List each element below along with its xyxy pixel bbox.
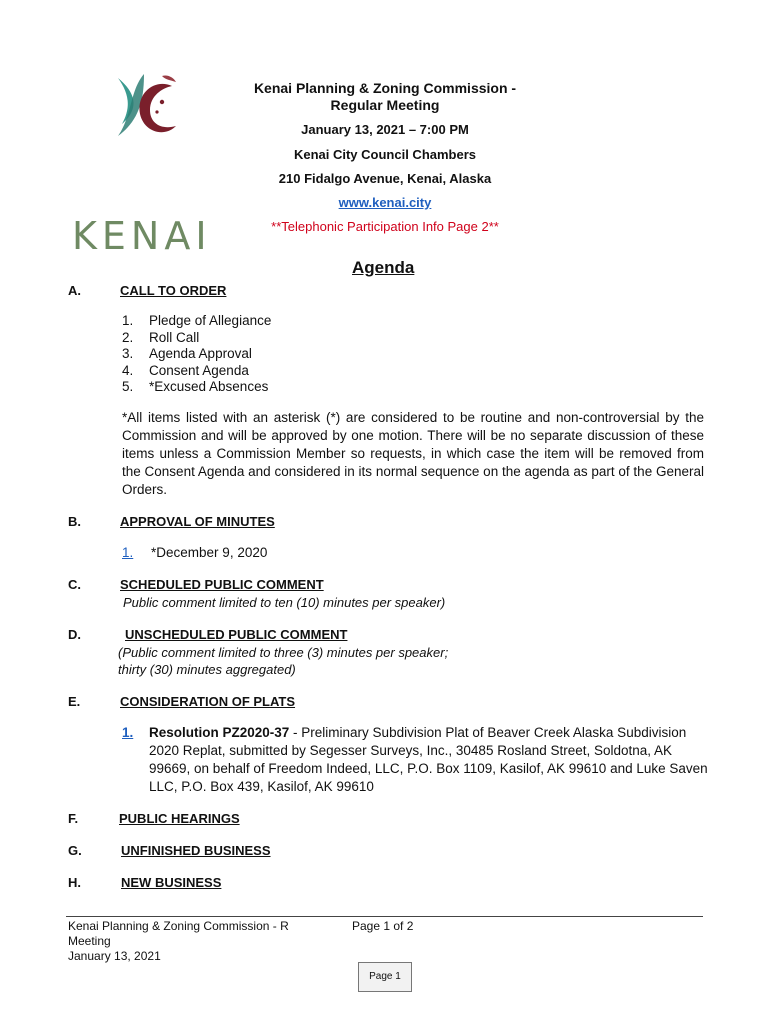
meeting-location: Kenai City Council Chambers	[293, 147, 477, 162]
list-item: 4. Consent Agenda	[122, 362, 249, 378]
kenai-logo	[66, 72, 216, 258]
page-indicator-badge: Page 1	[358, 962, 412, 992]
section-d-note-line2: thirty (30) minutes aggregated)	[118, 662, 296, 677]
resolution-description: - Preliminary Subdivision Plat of Beaver Creek Alaska Subdivision 2020 Replat, submitted by Segesser Surveys, Inc., 30485 Rosland Street, Soldotna, AK 99669, on behalf of Freedom Indeed, LLC, P.O. Box 1109, Kasilof, AK 99610 and Luke Saven LLC, P.O. Box 439, Kasilof, AK 99610	[149, 725, 708, 794]
section-f-letter: F.	[68, 811, 79, 826]
minutes-item-text: *December 9, 2020	[151, 545, 268, 560]
section-h-letter: H.	[68, 875, 81, 890]
footer-meeting-info: Kenai Planning & Zoning Commission - R Meeting January 13, 2021	[68, 919, 289, 963]
section-a-title: CALL TO ORDER	[120, 283, 227, 298]
section-d-letter: D.	[68, 627, 81, 642]
section-f-title: PUBLIC HEARINGS	[119, 811, 240, 826]
plat-item-link[interactable]: 1.	[122, 725, 134, 740]
section-c-letter: C.	[68, 577, 81, 592]
meeting-title-line2: Regular Meeting	[330, 97, 440, 113]
call-to-order-list	[122, 313, 271, 396]
list-item: 5. *Excused Absences	[122, 379, 269, 394]
section-d-note-line1: (Public comment limited to three (3) minutes per speaker;	[118, 645, 449, 660]
meeting-title-line1: Kenai Planning & Zoning Commission -	[253, 80, 517, 96]
section-a-letter: A.	[68, 283, 81, 298]
section-b-letter: B.	[68, 514, 81, 529]
section-b-title: APPROVAL OF MINUTES	[120, 514, 275, 529]
website-link[interactable]: www.kenai.city	[338, 195, 432, 210]
footer-divider	[66, 916, 703, 917]
list-item: 3. Agenda Approval	[122, 346, 252, 361]
list-item: 2. Roll Call	[122, 329, 200, 345]
section-d-title: UNSCHEDULED PUBLIC COMMENT	[125, 627, 348, 642]
footer-page-count: Page 1 of 2	[352, 919, 414, 933]
resolution-number: Resolution PZ2020-37	[149, 725, 290, 740]
section-c-note: Public comment limited to ten (10) minutes per speaker)	[123, 595, 446, 610]
list-item: 1. Pledge of Allegiance	[122, 313, 272, 328]
telephonic-participation-note: **Telephonic Participation Info Page 2**	[271, 219, 499, 234]
consent-agenda-note: *All items listed with an asterisk (*) are considered to be routine and non-controversial by the Commission and will be approved by one motion. There will be no separate discussion of these items unless a Commission Member so requests, in which case the item will be removed from the Consent Agenda and considered in its normal sequence on the agenda as part of the General Orders.	[122, 410, 704, 497]
section-c-title: SCHEDULED PUBLIC COMMENT	[120, 577, 324, 592]
meeting-date-time: January 13, 2021 – 7:00 PM	[301, 122, 469, 137]
agenda-heading: Agenda	[352, 258, 415, 277]
meeting-address: 210 Fidalgo Avenue, Kenai, Alaska	[278, 171, 492, 186]
section-h-title: NEW BUSINESS	[121, 875, 222, 890]
minutes-item	[122, 545, 267, 560]
section-e-title: CONSIDERATION OF PLATS	[120, 694, 296, 709]
section-e-letter: E.	[68, 694, 81, 709]
plat-item-text	[149, 724, 709, 796]
minutes-item-link[interactable]: 1.	[122, 545, 134, 560]
logo-wordmark: KENAI	[72, 214, 212, 258]
section-g-title: UNFINISHED BUSINESS	[121, 843, 271, 858]
section-g-letter: G.	[68, 843, 82, 858]
kenai-logo-mark-icon	[110, 72, 180, 144]
